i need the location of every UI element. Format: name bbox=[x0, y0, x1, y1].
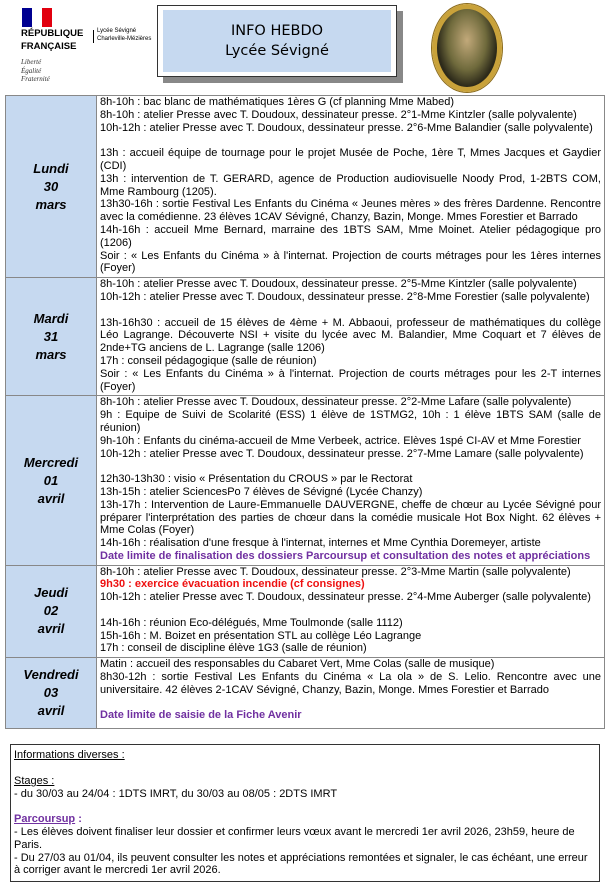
event-line: 14h-16h : réunion Eco-délégués, Mme Toulmonde (salle 1112) bbox=[100, 616, 403, 629]
event-line: Matin : accueil des responsables du Cabaret Vert, Mme Colas (salle de musique) bbox=[100, 658, 495, 671]
motto-line: Liberté bbox=[21, 58, 42, 66]
day-label bbox=[6, 278, 97, 396]
event-line: 8h-10h : bac blanc de mathématiques 1ères G (cf planning Mme Mabed) bbox=[100, 96, 455, 108]
event-line: Date limite de finalisation des dossiers Parcoursup et consultation des notes et appréciations bbox=[100, 549, 591, 562]
day-num: 01 bbox=[43, 472, 59, 488]
event-line: 10h-12h : atelier Presse avec T. Doudoux, dessinateur presse. 2°7-Mme Lamare (salle polyvalente) bbox=[100, 447, 584, 460]
event-line: 10h-12h : atelier Presse avec T. Doudoux, dessinateur presse. 2°6-Mme Balandier (salle polyvalente) bbox=[100, 121, 593, 134]
motto-line: Fraternité bbox=[21, 75, 50, 83]
event-line bbox=[100, 697, 601, 710]
event-line: 13h-15h : atelier SciencesPo 7 élèves de Sévigné (Lycée Chanzy) bbox=[100, 485, 423, 498]
school-name-small bbox=[97, 28, 151, 43]
event-line bbox=[100, 304, 601, 317]
day-label bbox=[6, 96, 97, 278]
day-label bbox=[6, 658, 97, 729]
event-line: 10h-12h : atelier Presse avec T. Doudoux, dessinateur presse. 2°4-Mme Auberger (salle polyvalente) bbox=[100, 591, 591, 604]
event-line bbox=[100, 134, 601, 147]
day-num: 30 bbox=[43, 178, 59, 194]
flag-logo bbox=[22, 8, 52, 27]
header bbox=[0, 0, 608, 95]
event-line: Soir : « Les Enfants du Cinéma » à l'internat. Projection de courts métrages pour les 2-T internes (Foyer) bbox=[100, 367, 601, 393]
event-line: 9h-10h : Enfants du cinéma-accueil de Mme Verbeek, actrice. Elèves 1spé CI-AV et Mme Forestier bbox=[100, 434, 581, 447]
day-label bbox=[6, 396, 97, 565]
day-events bbox=[97, 278, 605, 396]
day-row bbox=[6, 96, 605, 278]
event-line: 12h30-13h30 : visio « Présentation du CROUS » par le Rectorat bbox=[100, 473, 413, 486]
event-line: 14h-16h : accueil Mme Bernard, marraine des 1BTS SAM, Mme Moinet. Atelier pédagogique pro (1206) bbox=[100, 223, 601, 249]
event-line: 10h-12h : atelier Presse avec T. Doudoux, dessinateur presse. 2°8-Mme Forestier (salle polyvalente) bbox=[100, 290, 590, 303]
stages-title: Stages : bbox=[14, 774, 55, 787]
title: INFO HEBDO bbox=[230, 23, 324, 39]
day-label bbox=[6, 565, 97, 658]
event-line: 13h-17h : Intervention de Laure-Emmanuelle DAUVERGNE, cheffe de chœur au Lycée Sévigné pour préparer l'interprétation des parties de chœur dans la comédie musicale Hot Box Night. 62 élèves + Mme Colas (Foyer) bbox=[100, 498, 601, 537]
day-num: 03 bbox=[43, 685, 59, 701]
event-line bbox=[100, 604, 601, 617]
event-line: 8h-10h : atelier Presse avec T. Doudoux, dessinateur presse. 2°1-Mme Kintzler (salle polyvalente) bbox=[100, 108, 577, 121]
day-month: mars bbox=[35, 346, 67, 362]
day-num: 02 bbox=[43, 603, 59, 619]
event-line: 8h-10h : atelier Presse avec T. Doudoux, dessinateur presse. 2°5-Mme Kintzler (salle polyvalente) bbox=[100, 278, 577, 291]
event-line: 13h30-16h : sortie Festival Les Enfants du Cinéma « Jeunes mères » des frères Dardenne. Rencontre avec la comédienne. 23 élèves 1CAV Sévigné, Chanzy, Bazin, Monge. Mmes Forestier et Barrado bbox=[100, 198, 601, 224]
day-month: avril bbox=[37, 621, 65, 637]
motto-line: Égalité bbox=[21, 66, 42, 75]
parcoursup-colon: : bbox=[75, 813, 82, 826]
event-line: 8h30-12h : sortie Festival Les Enfants du Cinéma « La ola » de S. Lelio. Rencontre avec une universitaire. 42 élèves 2-1CAV Sévigné, Chanzy, Bazin, Monge. Mmes Forestier et Barrado bbox=[100, 671, 601, 696]
weekly-schedule bbox=[5, 95, 605, 729]
day-row bbox=[6, 278, 605, 396]
day-num: 31 bbox=[43, 328, 59, 344]
motto bbox=[21, 58, 50, 84]
event-line: 9h : Equipe de Suivi de Scolarité (ESS) 1 élève de 1STMG2, 10h : 1 élève 1BTS SAM (salle de réunion) bbox=[100, 409, 601, 434]
day-name: Jeudi bbox=[34, 585, 68, 601]
event-line: 9h30 : exercice évacuation incendie (cf consignes) bbox=[100, 578, 365, 591]
day-events bbox=[97, 658, 605, 729]
school-line: Lycée Sévigné bbox=[97, 28, 137, 34]
event-line: 17h : conseil de discipline élève 1G3 (salle de réunion) bbox=[100, 642, 367, 655]
school-line: Charleville-Mézières bbox=[97, 35, 152, 42]
day-name: Vendredi bbox=[23, 667, 79, 683]
rf-line: RÉPUBLIQUE bbox=[21, 28, 84, 39]
info-title: Informations diverses : bbox=[14, 749, 125, 762]
event-line: 8h-10h : atelier Presse avec T. Doudoux, dessinateur presse. 2°2-Mme Lafare (salle polyvalente) bbox=[100, 396, 572, 409]
day-month: avril bbox=[37, 703, 65, 719]
event-line: 15h-16h : M. Boizet en présentation STL au collège Léo Lagrange bbox=[100, 629, 422, 642]
day-row bbox=[6, 396, 605, 565]
event-line: 8h-10h : atelier Presse avec T. Doudoux, dessinateur presse. 2°3-Mme Martin (salle polyvalente) bbox=[100, 565, 571, 578]
day-row bbox=[6, 565, 605, 658]
parcoursup-line: - Les élèves doivent finaliser leur dossier et confirmer leurs vœux avant le mercredi 1er avril 2026, 23h59, heure de Paris. bbox=[14, 826, 575, 851]
day-events bbox=[97, 565, 605, 658]
day-name: Mardi bbox=[33, 310, 69, 326]
event-line: Soir : « Les Enfants du Cinéma » à l'internat. Projection de courts métrages pour les 1ères internes (Foyer) bbox=[100, 249, 601, 275]
portrait-image bbox=[432, 4, 502, 92]
event-line bbox=[100, 460, 601, 473]
day-month: avril bbox=[37, 490, 65, 506]
event-line: 14h-16h : réalisation d'une fresque à l'internat, internes et Mme Cynthia Doremeyer, artiste bbox=[100, 537, 541, 550]
subtitle: Lycée Sévigné bbox=[225, 43, 329, 59]
event-line: 13h : accueil équipe de tournage pour le projet Musée de Poche, 1ère T, Mmes Jacques et Gaydier (CDI) bbox=[100, 147, 601, 172]
day-name: Mercredi bbox=[23, 454, 79, 470]
republique-francaise bbox=[21, 27, 83, 53]
rf-line: FRANÇAISE bbox=[21, 41, 77, 52]
day-events bbox=[97, 396, 605, 565]
day-month: mars bbox=[35, 196, 67, 212]
logo-divider bbox=[93, 30, 94, 43]
info-box bbox=[10, 744, 600, 882]
parcoursup-line: - Du 27/03 au 01/04, ils peuvent consulter les notes et appréciations remontées et signaler, le cas échéant, une erreur à corriger avant le mercredi 1er avril 2026. bbox=[14, 851, 588, 877]
day-name: Lundi bbox=[33, 160, 69, 176]
day-events bbox=[97, 96, 605, 278]
stages-text: - du 30/03 au 24/04 : 1DTS IMRT, du 30/03 au 08/05 : 2DTS IMRT bbox=[14, 787, 338, 800]
event-line: Date limite de saisie de la Fiche Avenir bbox=[100, 709, 302, 722]
parcoursup-heading bbox=[14, 813, 596, 826]
event-line: 13h : intervention de T. GERARD, agence de Production audiovisuelle Noody Prod, 1-2BTS COM, Mme Rambourg (1205). bbox=[100, 172, 601, 198]
parcoursup-title: Parcoursup bbox=[14, 813, 76, 826]
event-line: 13h-16h30 : accueil de 15 élèves de 4ème + M. Abbaoui, professeur de mathématiques du collège Léo Lagrange. Découverte NSI + visite du lycée avec M. Balandier, Mme Coquart et 7 élèves de 2nde+TG anciens de L. Lagrange (salle 1206) bbox=[100, 316, 601, 355]
title-box bbox=[157, 5, 397, 77]
day-row bbox=[6, 658, 605, 729]
event-line: 17h : conseil pédagogique (salle de réunion) bbox=[100, 354, 317, 367]
